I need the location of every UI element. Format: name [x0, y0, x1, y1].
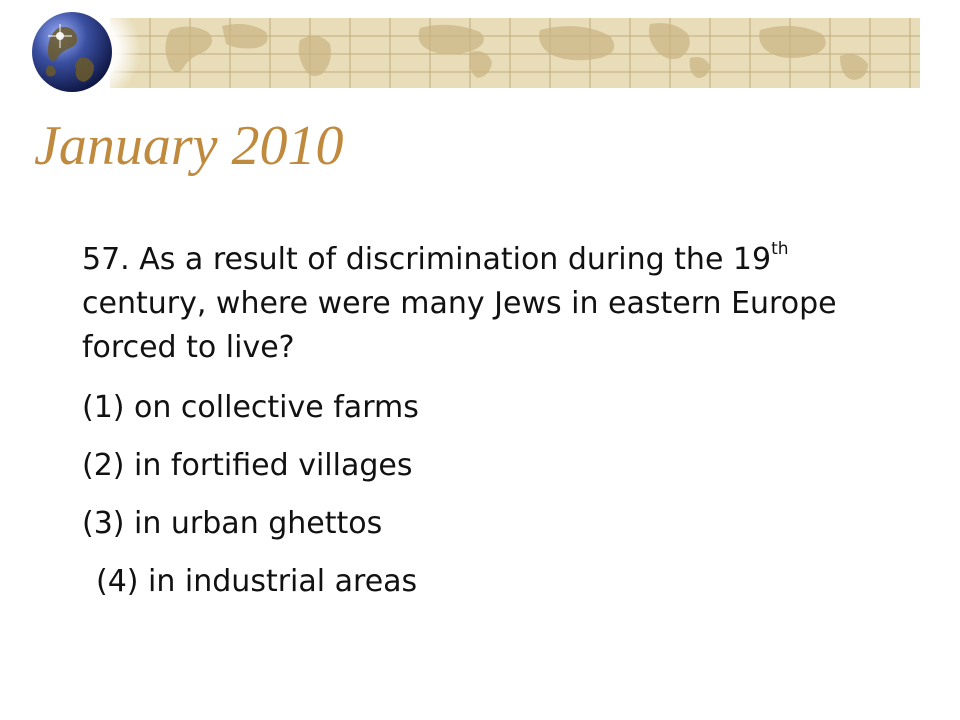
- question-superscript: th: [771, 239, 789, 259]
- world-map-banner: [0, 0, 960, 110]
- globe-icon: [32, 12, 112, 92]
- header-banner: [0, 0, 960, 110]
- question-text-part2: century, where were many Jews in eastern Europe forced to live?: [82, 286, 837, 365]
- slide-content: [82, 238, 902, 620]
- slide-title: January 2010: [34, 115, 344, 177]
- answer-choice-4: (4) in industrial areas: [96, 564, 418, 599]
- question-text: [82, 238, 902, 370]
- answer-choice-3: (3) in urban ghettos: [82, 506, 383, 541]
- question-text-part1: 57. As a result of discrimination during the 19: [82, 242, 772, 277]
- answer-choice-2: (2) in fortified villages: [82, 448, 413, 483]
- answer-choice-1: (1) on collective farms: [82, 390, 419, 425]
